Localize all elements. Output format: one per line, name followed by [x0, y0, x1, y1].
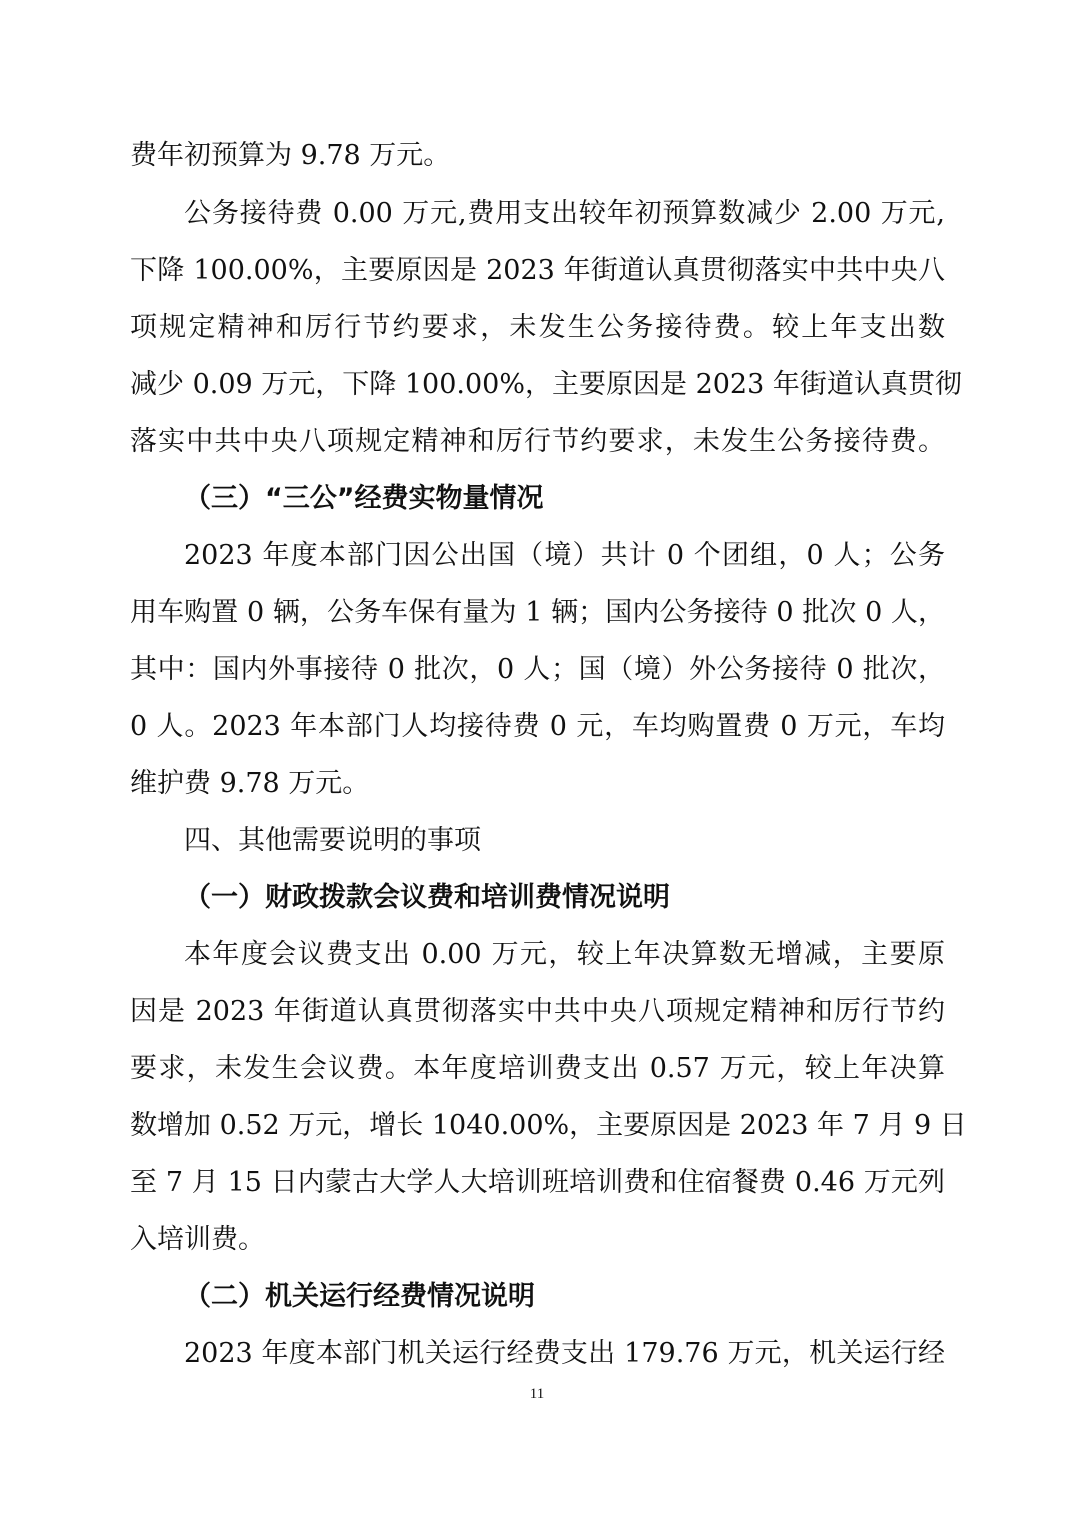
- section-heading: （三）“三公”经费实物量情况: [184, 483, 544, 514]
- paragraph-line: 落实中共中央八项规定精神和厉行节约要求，未发生公务接待费。: [130, 426, 945, 457]
- paragraph-line: 费年初预算为 9.78 万元。: [130, 140, 451, 171]
- paragraph-line: 其中：国内外事接待 0 批次，0 人；国（境）外公务接待 0 批次，: [130, 654, 945, 685]
- paragraph-line: 要求，未发生会议费。本年度培训费支出 0.57 万元，较上年决算: [130, 1053, 945, 1084]
- section-heading: （二）机关运行经费情况说明: [184, 1281, 535, 1312]
- section-heading: （一）财政拨款会议费和培训费情况说明: [184, 882, 670, 913]
- chapter-heading: 四、其他需要说明的事项: [184, 825, 481, 856]
- paragraph-line: 下降 100.00%，主要原因是 2023 年街道认真贯彻落实中共中央八: [130, 255, 945, 286]
- paragraph-line: 本年度会议费支出 0.00 万元，较上年决算数无增减，主要原: [184, 939, 945, 970]
- paragraph-line: 用车购置 0 辆，公务车保有量为 1 辆；国内公务接待 0 批次 0 人，: [130, 597, 945, 628]
- paragraph-line: 项规定精神和厉行节约要求，未发生公务接待费。较上年支出数: [130, 312, 945, 343]
- paragraph-line: 公务接待费 0.00 万元,费用支出较年初预算数减少 2.00 万元,: [184, 198, 945, 229]
- paragraph-line: 数增加 0.52 万元，增长 1040.00%，主要原因是 2023 年 7 月 9 日: [130, 1110, 967, 1141]
- paragraph-line: 入培训费。: [130, 1224, 265, 1255]
- page-number: 11: [529, 1386, 545, 1402]
- paragraph-line: 0 人。2023 年本部门人均接待费 0 元，车均购置费 0 万元，车均: [130, 711, 945, 742]
- paragraph-line: 维护费 9.78 万元。: [130, 768, 370, 799]
- paragraph-line: 2023 年度本部门因公出国（境）共计 0 个团组，0 人；公务: [184, 540, 945, 571]
- paragraph-line: 2023 年度本部门机关运行经费支出 179.76 万元，机关运行经: [184, 1338, 945, 1369]
- paragraph-line: 至 7 月 15 日内蒙古大学人大培训班培训费和住宿餐费 0.46 万元列: [130, 1167, 945, 1198]
- paragraph-line: 因是 2023 年街道认真贯彻落实中共中央八项规定精神和厉行节约: [130, 996, 945, 1027]
- paragraph-line: 减少 0.09 万元，下降 100.00%，主要原因是 2023 年街道认真贯彻: [130, 369, 962, 400]
